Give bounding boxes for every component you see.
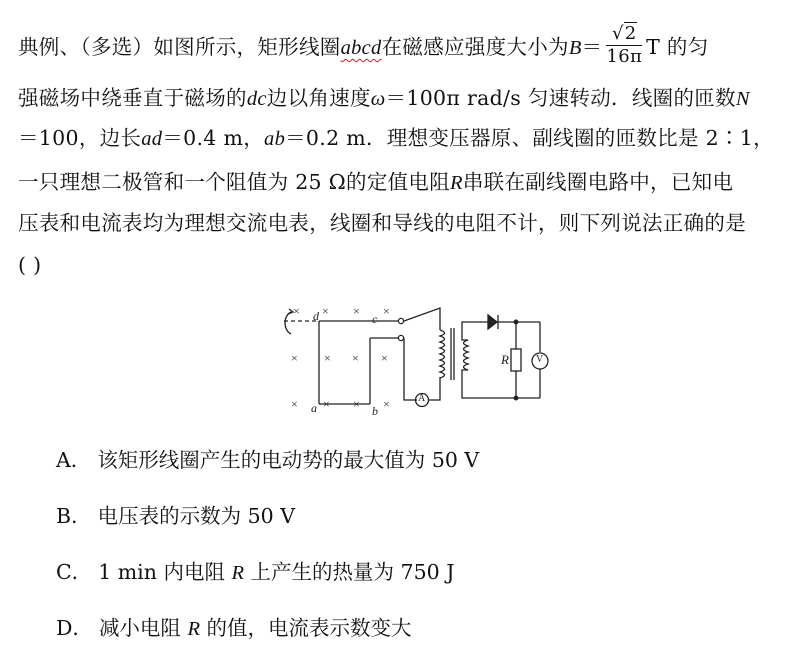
r-symbol: R (450, 172, 463, 194)
sqrt-symbol: √ (612, 23, 624, 44)
fraction-numerator (606, 23, 642, 46)
option-text: 该矩形线圈产生的电动势的最大值为 50 V (97, 448, 480, 472)
label-d: d (313, 309, 319, 323)
primary-coil-icon (440, 330, 445, 378)
field-cross: × (293, 304, 300, 318)
terminal-top (398, 318, 403, 323)
junction-top (514, 320, 518, 324)
problem-text: ＝0.4 m， (162, 126, 265, 150)
edge-dc: dc (246, 88, 267, 110)
edge-ab: ab (264, 128, 286, 150)
primary-wire-return (428, 378, 440, 400)
secondary-wire-bottom (462, 370, 540, 398)
fraction-denominator: 16π (606, 46, 643, 67)
label-V: V (536, 354, 544, 365)
rotation-arrow-icon (285, 312, 291, 334)
problem-text: T 的匀 (646, 35, 709, 59)
label-R: R (501, 352, 509, 367)
problem-line-3 (18, 124, 774, 153)
option-italic: R (187, 618, 200, 640)
problem-line-2 (18, 84, 750, 113)
label-b: b (372, 404, 378, 418)
option-label: B． (56, 504, 92, 528)
label-A: A (418, 393, 426, 404)
field-cross: × (353, 304, 360, 318)
problem-line-5: 压表和电流表均为理想交流电表，线圈和导线的电阻不计，则下列说法正确的是 (18, 211, 746, 235)
ammeter-icon (416, 394, 429, 407)
option-text: 减小电阻 (98, 616, 188, 640)
primary-wire-bottom (404, 338, 417, 400)
diode-icon (488, 315, 497, 329)
primary-wire-top (404, 308, 440, 330)
field-cross: × (324, 351, 331, 365)
problem-text: ＝0.2 m．理想变压器原、副线圈的匝数比是 2∶1， (285, 126, 774, 150)
field-cross: × (383, 397, 390, 411)
n-symbol: N (735, 88, 750, 110)
option-label: A． (56, 448, 92, 472)
field-cross: × (352, 351, 359, 365)
problem-text: 强磁场中绕垂直于磁场的 (18, 86, 247, 110)
edge-ad: ad (141, 128, 163, 150)
problem-text: 串联在副线圈电路中，已知电 (462, 170, 734, 194)
problem-text: 典例、（多选）如图所示，矩形线圈 (18, 35, 341, 59)
problem-text: ＝100，边长 (18, 126, 142, 150)
option-d[interactable] (56, 614, 412, 643)
field-cross: × (322, 304, 329, 318)
equals-sign: ＝ (581, 35, 603, 59)
option-label: D． (56, 616, 93, 640)
omega-symbol: ω (370, 88, 386, 110)
junction-bottom (514, 396, 518, 400)
problem-line-4 (18, 168, 733, 197)
option-text: 电压表的示数为 50 V (97, 504, 296, 528)
voltmeter-icon (532, 353, 548, 369)
terminal-bottom (398, 335, 403, 340)
b-symbol: B (568, 37, 582, 59)
problem-text: 在磁感应强度大小为 (381, 35, 569, 59)
b-fraction (606, 23, 642, 68)
field-cross: × (383, 304, 390, 318)
option-text: 上产生的热量为 750 J (244, 560, 455, 584)
problem-text: ＝100π rad/s 匀速转动．线圈的匝数 (385, 86, 736, 110)
option-text: 的值，电流表示数变大 (200, 616, 412, 640)
problem-text: 一只理想二极管和一个阻值为 25 Ω的定值电阻 (18, 170, 451, 194)
secondary-coil-icon (464, 340, 469, 370)
field-cross: × (323, 397, 330, 411)
option-c[interactable] (56, 558, 454, 587)
field-cross: × (353, 397, 360, 411)
answer-blank: ( ) (18, 253, 42, 277)
label-a: a (311, 401, 317, 415)
option-text: 1 min 内电阻 (98, 560, 232, 584)
secondary-wire-top (462, 322, 488, 340)
field-cross: × (381, 351, 388, 365)
resistor-R (511, 349, 521, 371)
problem-line-1 (18, 23, 709, 71)
sqrt-value: 2 (624, 23, 637, 44)
coil-name: abcd (340, 37, 382, 59)
problem-text: 边以角速度 (266, 86, 371, 110)
option-label: C． (56, 560, 93, 584)
option-b[interactable] (56, 502, 295, 530)
label-c: c (372, 312, 378, 326)
option-italic: R (231, 562, 245, 584)
field-cross: × (291, 397, 298, 411)
field-cross: × (291, 351, 298, 365)
option-a[interactable] (56, 446, 479, 474)
